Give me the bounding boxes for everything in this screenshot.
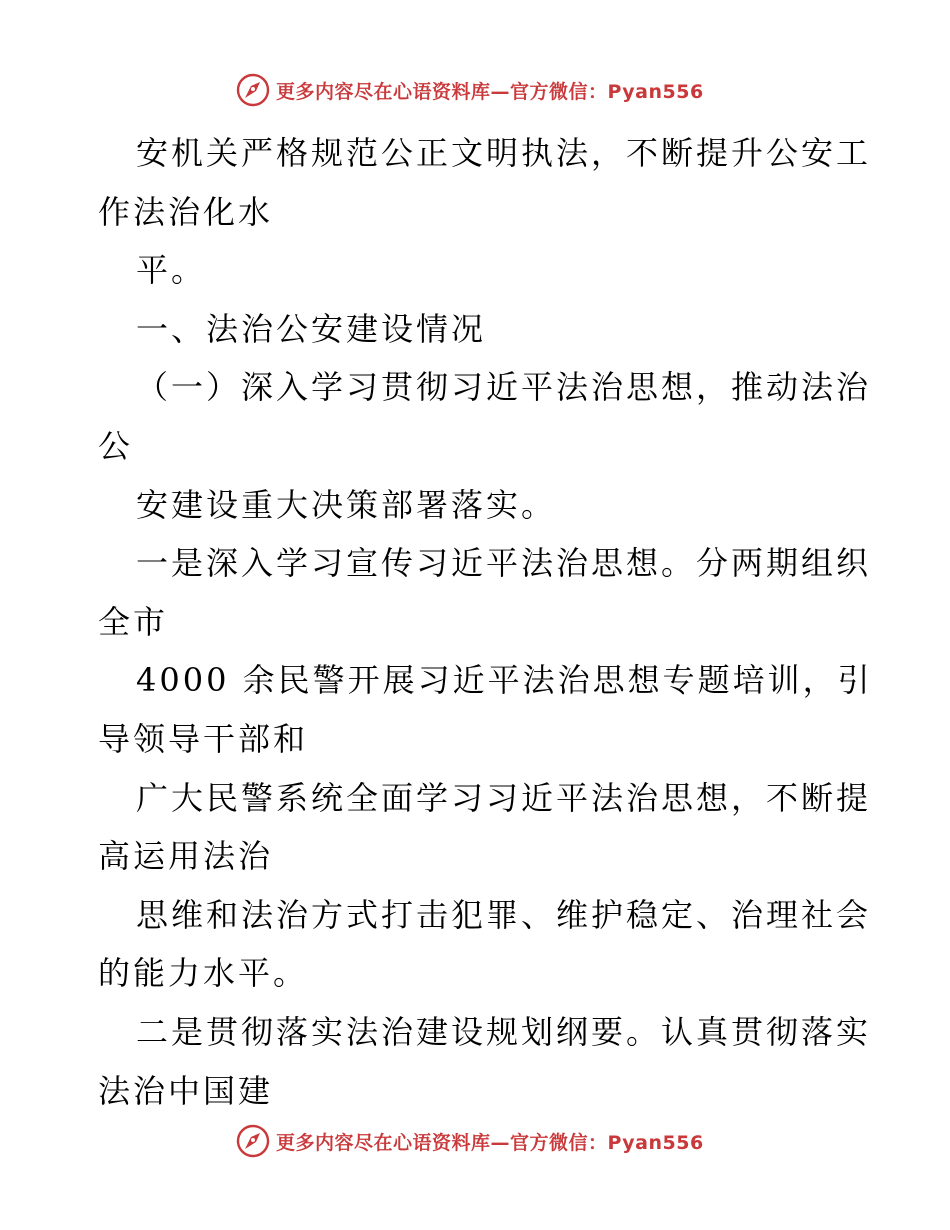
text-line: 高运用法治 <box>98 837 274 876</box>
text-line: 平。 <box>136 251 207 290</box>
text-line: 全市 <box>98 602 169 641</box>
footer-watermark <box>236 1123 704 1159</box>
watermark-text: 更多内容尽在心语资料库—官方微信：Pyan556 <box>276 80 704 103</box>
text-line: 一、法治公安建设情况 <box>136 309 487 348</box>
document-body <box>98 124 873 1120</box>
text-line: 思维和法治方式打击犯罪、维护稳定、治理社会 <box>136 895 872 934</box>
watermark-text: 更多内容尽在心语资料库—官方微信：Pyan556 <box>276 1131 704 1154</box>
text-line: 二是贯彻落实法治建设规划纲要。认真贯彻落实 <box>136 1012 872 1051</box>
text-line: 安建设重大决策部署落实。 <box>136 485 557 524</box>
text-line: 的能力水平。 <box>98 954 309 993</box>
pen-nib-logo-icon <box>236 1124 270 1158</box>
text-line: 一是深入学习宣传习近平法治思想。分两期组织 <box>136 544 872 583</box>
text-line: 4000 余民警开展习近平法治思想专题培训，引 <box>136 661 873 700</box>
text-line: 公 <box>98 426 134 465</box>
text-line: （一）深入学习贯彻习近平法治思想，推动法治 <box>136 368 872 407</box>
text-line: 广大民警系统全面学习习近平法治思想，不断提 <box>136 778 872 817</box>
pen-nib-logo-icon <box>236 73 270 107</box>
text-line: 安机关严格规范公正文明执法，不断提升公安工 <box>136 134 872 172</box>
header-watermark <box>236 72 704 108</box>
text-line: 作法治化水 <box>98 192 274 231</box>
text-line: 导领导干部和 <box>98 719 309 758</box>
text-line: 法治中国建 <box>98 1071 274 1110</box>
